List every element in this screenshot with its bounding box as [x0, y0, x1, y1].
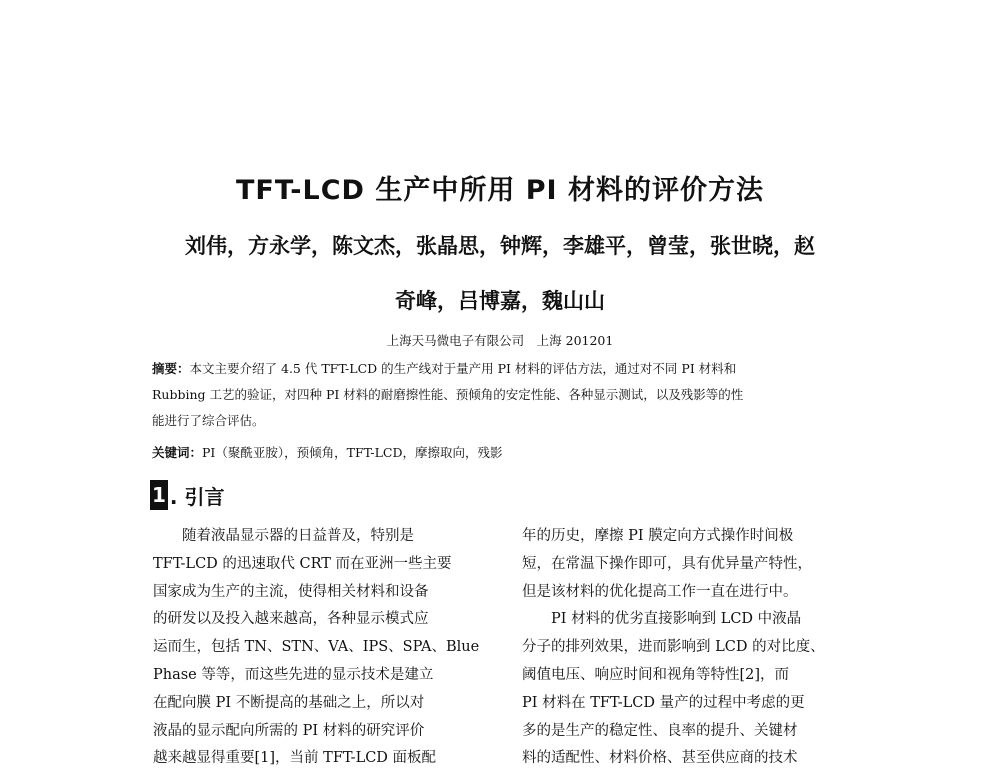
section-heading — [150, 480, 224, 510]
keywords-label: 关键词： — [152, 445, 203, 460]
text-line: TFT-LCD 的迅速取代 CRT 而在亚洲一些主要 — [153, 555, 452, 572]
authors-line-2: 奇峰，吕博嘉，魏山山 — [395, 289, 605, 313]
keywords-text: PI（聚酰亚胺），预倾角，TFT-LCD，摩擦取向，残影 — [202, 445, 503, 460]
section-title: . 引言 — [169, 484, 225, 509]
text-line: 料的适配性、材料价格、甚至供应商的技术 — [522, 750, 798, 767]
text-line: 国家成为生产的主流，使得相关材料和设备 — [153, 583, 429, 600]
text-line: 但是该材料的优化提高工作一直在进行中。 — [522, 583, 798, 600]
text-line: 短，在常温下操作即可，具有优异量产特性， — [522, 555, 812, 572]
keywords-line — [152, 444, 862, 461]
right-column — [522, 523, 862, 773]
text-line: PI 材料在 TFT-LCD 量产的过程中考虑的更 — [522, 694, 805, 711]
text-line: 阈值电压、响应时间和视角等特性[2]，而 — [522, 666, 790, 683]
text-line: 多的是生产的稳定性、良率的提升、关键材 — [522, 722, 798, 739]
text-line: 运而生，包括 TN、STN、VA、IPS、SPA、Blue — [153, 639, 480, 656]
text-line: 的研发以及投入越来越高，各种显示模式应 — [153, 611, 429, 628]
text-line: PI 材料的优劣直接影响到 LCD 中液晶 — [522, 611, 802, 628]
text-line: 分子的排列效果，进而影响到 LCD 的对比度、 — [522, 639, 825, 656]
abstract-label: 摘要： — [152, 361, 190, 376]
abstract-line-3: 能进行了综合评估。 — [152, 413, 265, 428]
abstract-text-1: 本文主要介绍了 4.5 代 TFT-LCD 的生产线对于量产用 PI 材料的评估方法，通过对不同 PI 材料和 — [189, 361, 737, 376]
text-line: 越来越显得重要[1]，当前 TFT-LCD 面板配 — [153, 750, 437, 767]
paper-title: TFT-LCD 生产中所用 PI 材料的评价方法 — [236, 175, 764, 206]
left-column — [153, 523, 493, 773]
text-line: 在配向膜 PI 不断提高的基础之上，所以对 — [153, 694, 425, 711]
abstract-line-1 — [152, 360, 862, 377]
affiliation: 上海天马微电子有限公司 上海 201201 — [386, 333, 614, 348]
abstract-line-2: Rubbing 工艺的验证，对四种 PI 材料的耐磨擦性能、预倾角的安定性能、各种显示测试，以及残影等的性 — [152, 387, 744, 402]
text-line: Phase 等等，而这些先进的显示技术是建立 — [153, 666, 434, 683]
text-line: 随着液晶显示器的日益普及，特别是 — [153, 528, 414, 544]
authors-line-1: 刘伟，方永学，陈文杰，张晶思，钟辉，李雄平，曾莹，张世晓，赵 — [185, 234, 815, 258]
text-line: 年的历史，摩擦 PI 膜定向方式操作时间极 — [522, 528, 794, 544]
section-number: 1 — [150, 480, 168, 510]
text-line: 液晶的显示配向所需的 PI 材料的研究评价 — [153, 722, 425, 739]
